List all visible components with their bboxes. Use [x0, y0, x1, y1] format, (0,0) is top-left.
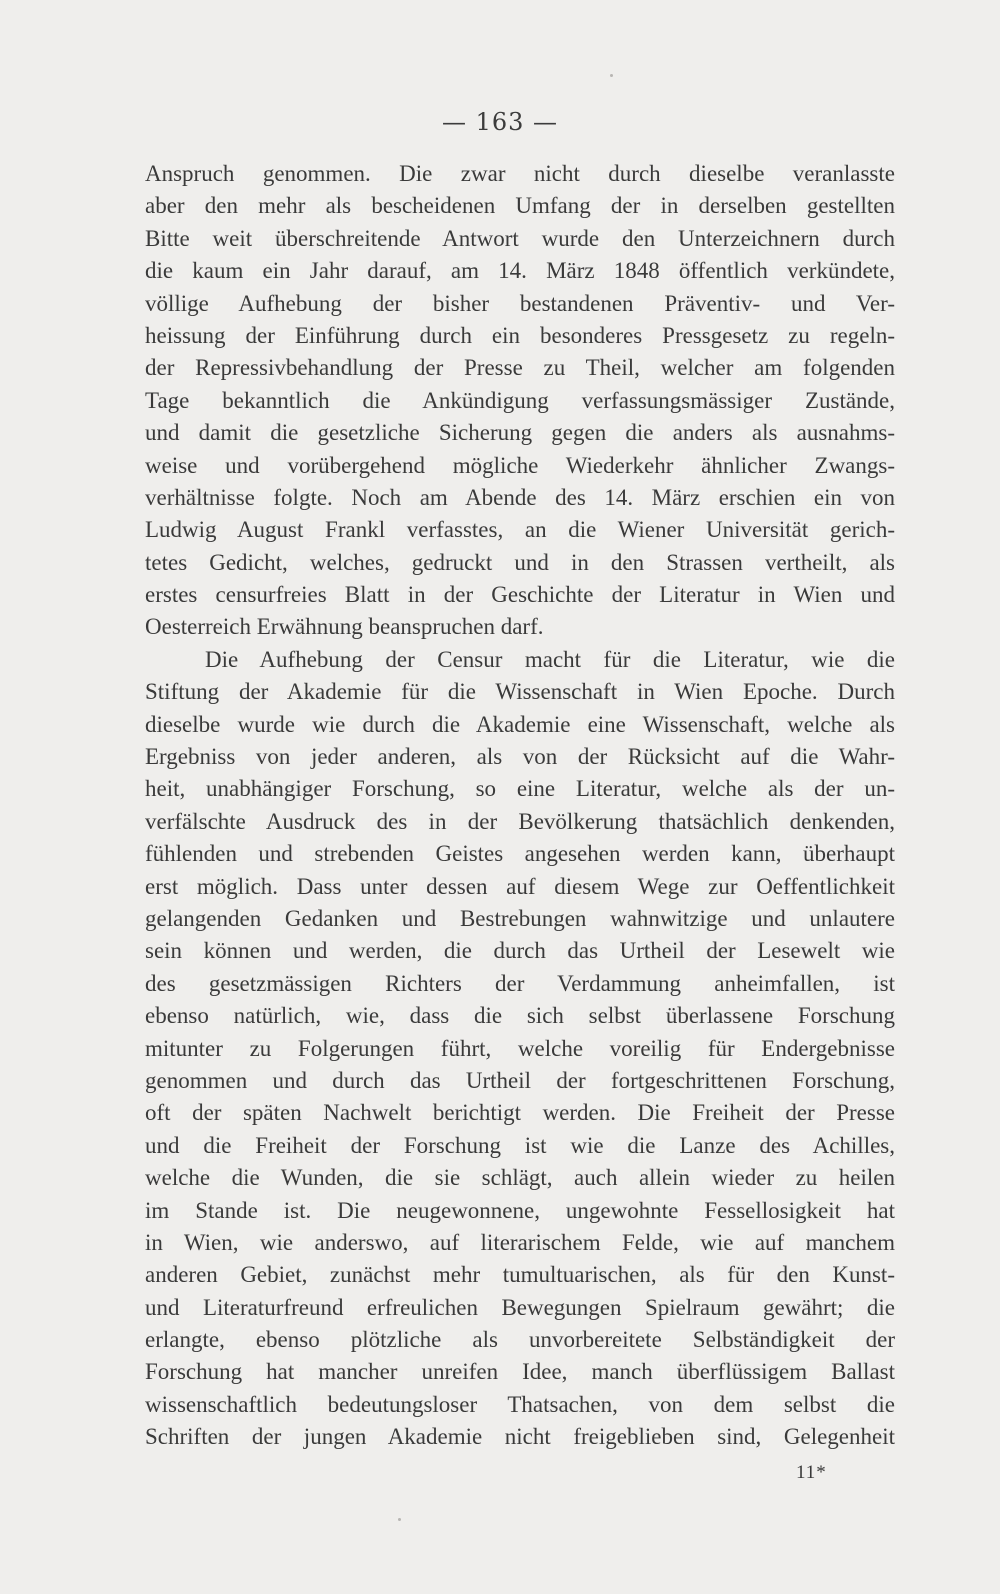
text-line: sein können und werden, die durch das Urtheil der Lesewelt wie — [145, 938, 895, 964]
text-line: Forschung hat mancher unreifen Idee, manch überflüssigem Ballast — [145, 1359, 895, 1385]
paper-speck — [398, 1518, 401, 1521]
text-line: die kaum ein Jahr darauf, am 14. März 1848 öffentlich verkündete, — [145, 258, 895, 284]
paragraph-end-line: Oesterreich Erwähnung beanspruchen darf. — [145, 614, 544, 640]
paragraph-start-line: Die Aufhebung der Censur macht für die Literatur, wie die — [205, 646, 895, 672]
text-line: in Wien, wie anderswo, auf literarischem Felde, wie auf manchem — [145, 1229, 895, 1255]
printer-signature-mark: 11* — [796, 1462, 827, 1483]
text-line: anderen Gebiet, zunächst mehr tumultuarischen, als für den Kunst- — [145, 1262, 895, 1288]
text-line: welche die Wunden, die sie schlägt, auch allein wieder zu heilen — [145, 1165, 895, 1191]
text-line: heissung der Einführung durch ein besonderes Pressgesetz zu regeln- — [145, 322, 895, 348]
text-line: heit, unabhängiger Forschung, so eine Literatur, welche als der un- — [145, 776, 895, 802]
text-line: weise und vorübergehend mögliche Wiederkehr ähnlicher Zwangs- — [145, 452, 895, 478]
text-line: Tage bekanntlich die Ankündigung verfassungsmässiger Zustände, — [145, 387, 895, 413]
page-number: — 163 — — [441, 108, 559, 136]
text-line: fühlenden und strebenden Geistes angesehen werden kann, überhaupt — [145, 841, 895, 867]
text-line: oft der späten Nachwelt berichtigt werden. Die Freiheit der Presse — [145, 1100, 895, 1126]
text-line: Ergebniss von jeder anderen, als von der Rücksicht auf die Wahr- — [145, 744, 895, 770]
text-line: Ludwig August Frankl verfasstes, an die Wiener Universität gerich- — [145, 517, 895, 543]
text-line: Stiftung der Akademie für die Wissenschaft in Wien Epoche. Durch — [145, 679, 895, 705]
text-line: gelangenden Gedanken und Bestrebungen wahnwitzige und unlautere — [145, 905, 895, 931]
paper-speck — [610, 74, 613, 77]
text-line: des gesetzmässigen Richters der Verdammung anheimfallen, ist — [145, 970, 895, 996]
text-line: Bitte weit überschreitende Antwort wurde den Unterzeichnern durch — [145, 225, 895, 251]
text-line: erstes censurfreies Blatt in der Geschichte der Literatur in Wien und — [145, 582, 895, 608]
text-line: Schriften der jungen Akademie nicht freigeblieben sind, Gelegenheit — [145, 1424, 895, 1450]
text-line: verfälschte Ausdruck des in der Bevölkerung thatsächlich denkenden, — [145, 808, 895, 834]
text-line: dieselbe wurde wie durch die Akademie eine Wissenschaft, welche als — [145, 711, 895, 737]
text-line: der Repressivbehandlung der Presse zu Theil, welcher am folgenden — [145, 355, 895, 381]
text-line: tetes Gedicht, welches, gedruckt und in den Strassen vertheilt, als — [145, 549, 895, 575]
text-line: und die Freiheit der Forschung ist wie die Lanze des Achilles, — [145, 1132, 895, 1158]
text-line: mitunter zu Folgerungen führt, welche voreilig für Endergebnisse — [145, 1035, 895, 1061]
text-line: ebenso natürlich, wie, dass die sich selbst überlassene Forschung — [145, 1003, 895, 1029]
text-line: im Stande ist. Die neugewonnene, ungewohnte Fessellosigkeit hat — [145, 1197, 895, 1223]
text-line: genommen und durch das Urtheil der fortgeschrittenen Forschung, — [145, 1067, 895, 1093]
text-line: erst möglich. Dass unter dessen auf diesem Wege zur Oeffentlichkeit — [145, 873, 895, 899]
text-line: Anspruch genommen. Die zwar nicht durch dieselbe veranlasste — [145, 161, 895, 186]
text-line: erlangte, ebenso plötzliche als unvorbereitete Selbständigkeit der — [145, 1327, 895, 1353]
text-line: und Literaturfreund erfreulichen Bewegungen Spielraum gewährt; die — [145, 1294, 895, 1320]
text-line: verhältnisse folgte. Noch am Abende des 14. März erschien ein von — [145, 484, 895, 510]
text-line: völlige Aufhebung der bisher bestandenen Präventiv- und Ver- — [145, 290, 895, 316]
text-line: aber den mehr als bescheidenen Umfang der in derselben gestellten — [145, 193, 895, 219]
text-line: wissenschaftlich bedeutungsloser Thatsachen, von dem selbst die — [145, 1391, 895, 1417]
body-text — [145, 158, 895, 1454]
text-line: und damit die gesetzliche Sicherung gegen die anders als ausnahms- — [145, 420, 895, 446]
